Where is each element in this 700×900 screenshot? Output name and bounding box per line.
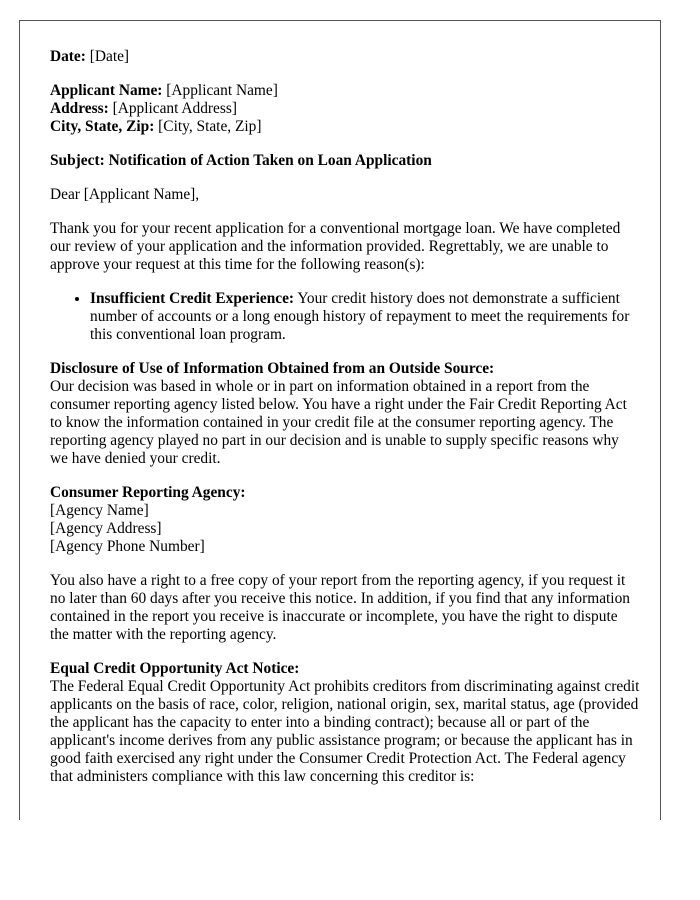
disclosure-heading: Disclosure of Use of Information Obtained from an Outside Source: (50, 360, 495, 377)
applicant-address-line (50, 100, 640, 118)
subject-text: Subject: Notification of Action Taken on Loan Application (50, 152, 432, 169)
date-value: [Date] (85, 48, 130, 65)
disclosure-section (50, 360, 640, 468)
applicant-name-value: [Applicant Name] (162, 82, 278, 99)
disclosure-text: Our decision was based in whole or in part on information obtained in a report from the consumer reporting agency listed below. You have a right under the Fair Credit Reporting Act to know the information contained in your credit file at the consumer reporting agency. The reporting agency played no part in our decision and is unable to supply specific reasons why we have denied your credit. (50, 378, 627, 467)
applicant-city-label: City, State, Zip: (50, 118, 155, 135)
ecoa-heading: Equal Credit Opportunity Act Notice: (50, 660, 300, 677)
reason-item (90, 290, 640, 344)
applicant-city-line (50, 118, 640, 136)
reasons-list (50, 290, 640, 344)
applicant-block (50, 82, 640, 136)
letter-content (50, 48, 640, 802)
agency-name: [Agency Name] (50, 502, 149, 519)
agency-address: [Agency Address] (50, 520, 162, 537)
date-label: Date: (50, 48, 86, 65)
applicant-name-label: Applicant Name: (50, 82, 163, 99)
reason-title: Insufficient Credit Experience: (90, 290, 295, 307)
applicant-address-label: Address: (50, 100, 109, 117)
intro-paragraph: Thank you for your recent application for a conventional mortgage loan. We have completed our review of your application and the information provided. Regrettably, we are unable to approve your request at this time for the following reason(s): (50, 220, 621, 273)
agency-phone: [Agency Phone Number] (50, 538, 205, 555)
agency-heading: Consumer Reporting Agency: (50, 484, 246, 501)
agency-section (50, 484, 640, 556)
date-line (50, 48, 640, 66)
rights-paragraph: You also have a right to a free copy of your report from the reporting agency, if you request it no later than 60 days after you receive this notice. In addition, if you find that any information contained in the report you receive is inaccurate or incomplete, you have the right to dispute the matter with the reporting agency. (50, 572, 630, 643)
applicant-name-line (50, 82, 640, 100)
letter-page (19, 20, 661, 820)
salutation: Dear [Applicant Name], (50, 186, 200, 203)
ecoa-text: The Federal Equal Credit Opportunity Act prohibits creditors from discriminating against credit applicants on the basis of race, color, religion, national origin, sex, marital status, age (provided the applicant has the capacity to enter into a binding contract); because all or part of the applicant's income derives from any public assistance program; or because the applicant has in good faith exercised any right under the Consumer Credit Protection Act. The Federal agency that administers compliance with this law concerning this creditor is: (50, 678, 640, 785)
applicant-address-value: [Applicant Address] (108, 100, 237, 117)
reason-text: Your credit history does not demonstrate a sufficient number of accounts or a long enough history of repayment to meet the requirements for this conventional loan program. (90, 290, 630, 343)
applicant-city-value: [City, State, Zip] (154, 118, 262, 135)
subject-line (50, 152, 640, 170)
ecoa-section (50, 660, 640, 786)
